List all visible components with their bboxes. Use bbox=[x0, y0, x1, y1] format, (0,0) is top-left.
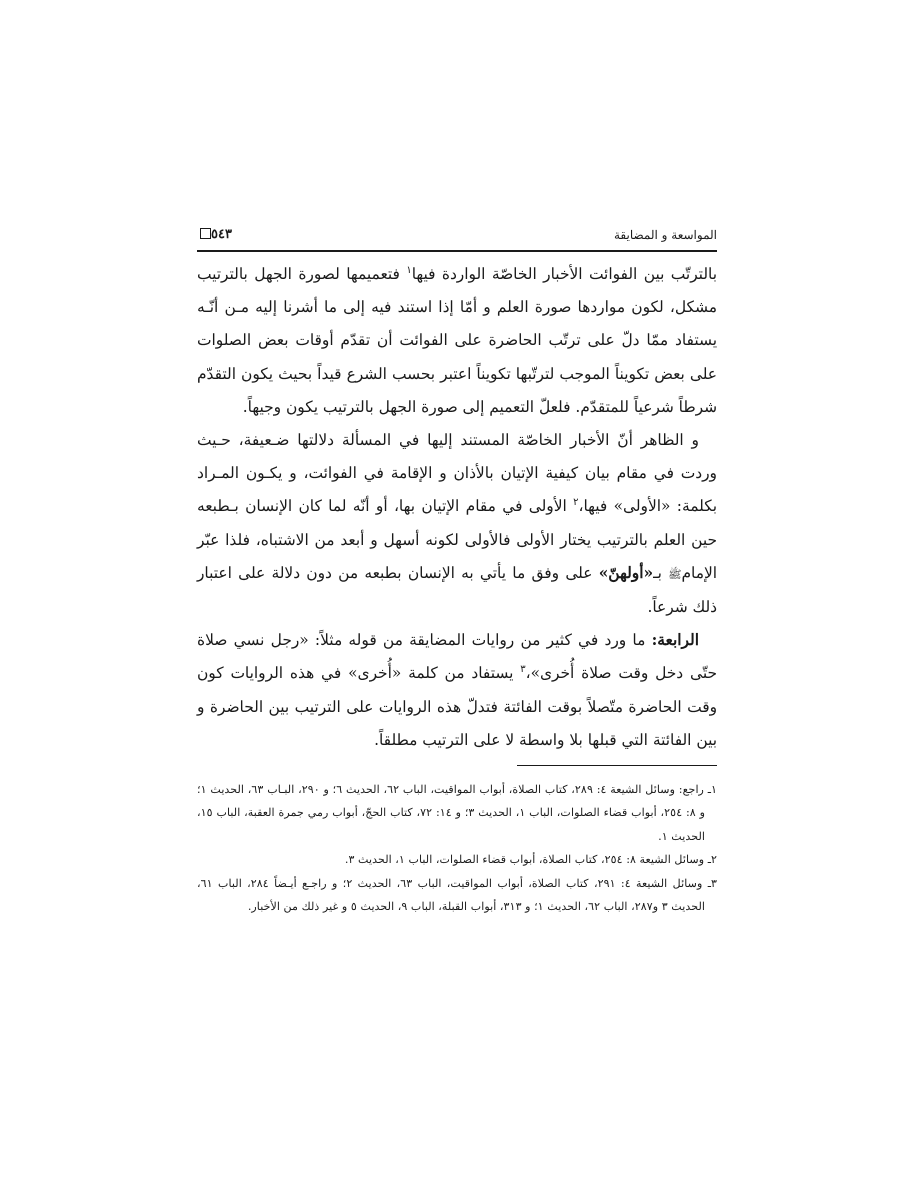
footnote-3: ٣ـ وسائل الشيعة ٤: ٢٩١، كتاب الصلاة، أبواب المواقيت، الباب ٦٣، الحديث ٢؛ و راجـع أيـضاً ٢٨٤، الباب ٦١، الحديث ٣ و٢٨٧، الباب ٦٢، الحديث ١؛ و ٣١٣، أبواب القبلة، الباب ٩، الحديث ٥ و غير ذلك من الأخبار. bbox=[197, 876, 718, 914]
footnote-ref-1[interactable]: ١ bbox=[406, 264, 412, 276]
paragraph-lead: الرابعة: bbox=[651, 631, 699, 650]
paragraph-text: بـ bbox=[653, 563, 669, 582]
page-number-text: ٥٤٣ bbox=[211, 227, 232, 242]
paragraph-text: فتعميمها لصورة الجهل بالترتيب مشكل، لكون مواردها صورة العلم و أمّا إذا استند فيه إلى ما أشرنا إليه مـن أنّـه يستفاد ممّا دلّ على ترتّب الحاضرة على الفوائت أن تقدّم أوقات بعض الصلوات على بعض تكويناً الموجب لترتّبها تكويناً اعتبر بحسب الشرع قيداً بحيث يكون التقدّم شرطاً شرعياً للمتقدّم. فلعلّ التعميم إلى صورة الجهل بالترتيب يكون وجيهاً. bbox=[197, 265, 717, 416]
square-bullet-icon bbox=[200, 228, 211, 239]
running-title: المواسعة و المضايقة bbox=[614, 228, 717, 242]
main-text bbox=[197, 258, 717, 757]
page-number bbox=[197, 222, 232, 248]
paragraph-text: على وفق ما يأتي به الإنسان بطبعه من دون دلالة على اعتبار ذلك شرعاً. bbox=[197, 563, 717, 617]
paragraph-1 bbox=[197, 258, 717, 424]
paragraph-2 bbox=[197, 424, 717, 624]
footnote-separator bbox=[517, 765, 717, 766]
footnote-ref-2[interactable]: ٢ bbox=[573, 497, 579, 509]
paragraph-text: بالترتّب بين الفوائت الأخبار الخاصّة الواردة فيها bbox=[411, 265, 717, 283]
paragraph-text: يستفاد من كلمة «أُخرى» في هذه الروايات كون وقت الحاضرة متّصلاً بوقت الفائتة فتدلّ هذه الروايات على الترتيب بين الحاضرة و بين الفائتة التي قبلها بلا واسطة لا على الترتيب مطلقاً. bbox=[197, 664, 717, 749]
paragraph-text: و الظاهر أنّ الأخبار الخاصّة المستند إليها في المسألة دلالتها ضـعيفة، حـيث وردت في مقام بيان كيفية الإتيان بالأذان و الإقامة في الفوائت، و يكـون المـراد بكلمة: «الأولى» فيها، bbox=[197, 431, 718, 516]
paragraph-text: ما ورد في كثير من روايات المضايقة من قوله مثلاً: «رجل نسي صلاة حتّى دخل وقت صلاة أُخرى»، bbox=[197, 631, 717, 683]
footnote-1: ١ـ راجع: وسائل الشيعة ٤: ٢٨٩، كتاب الصلاة، أبواب المواقيت، الباب ٦٢، الحديث ٦؛ و ٢٩٠، البـاب ٦٣، الحديث ١؛ و ٨: ٢٥٤، أبواب قضاء الصلوات، الباب ١، الحديث ٣؛ و ١٤: ٧٢، كتاب الحجّ، أبواب رمي جمرة العقبة، الباب ١٥، الحديث ١. bbox=[197, 783, 718, 843]
quoted-term: «أولهنّ» bbox=[598, 563, 654, 582]
paragraph-text: الأولى في مقام الإتيان بها، أو أنّه لما كان الإنسان بـطبعه حين العلم بالترتيب يختار الأولى فالأولى لكونه أسهل و أبعد من الاشتباه، فلذا عبّر الإمام bbox=[197, 497, 718, 582]
footnote-2: ٢ـ وسائل الشيعة ٨: ٢٥٤، كتاب الصلاة، أبواب قضاء الصلوات، الباب ١، الحديث ٣. bbox=[344, 853, 717, 867]
book-page bbox=[197, 222, 717, 1042]
running-header bbox=[197, 222, 717, 248]
header-rule bbox=[197, 250, 717, 252]
paragraph-3 bbox=[197, 624, 717, 757]
honorific-glyph: ﷺ bbox=[668, 567, 682, 581]
footnote-ref-3[interactable]: ٣ bbox=[520, 664, 526, 676]
footnotes bbox=[197, 778, 717, 918]
